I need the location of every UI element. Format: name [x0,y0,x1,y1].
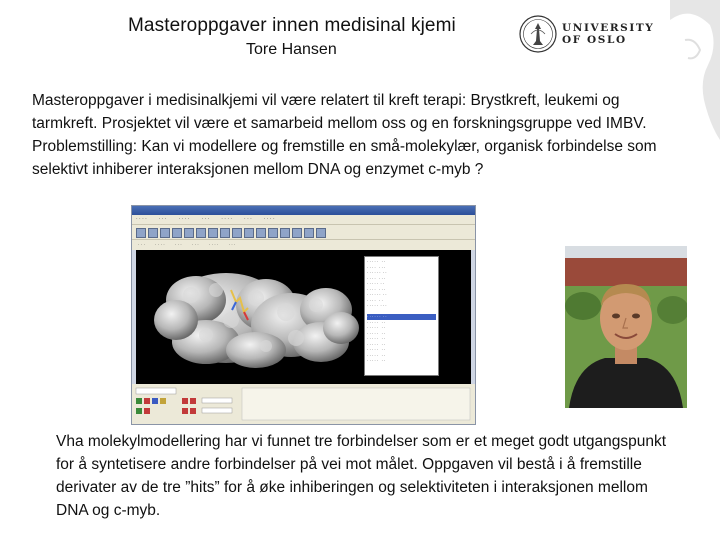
window-tabs: · · · · · · · · · · · · · · · · · · · · [132,240,475,250]
university-name-line1: UNIVERSITY [562,22,655,34]
university-name-line2: OF OSLO [562,34,627,46]
university-seal-icon [518,14,558,54]
window-titlebar [132,206,475,215]
author-name: Tore Hansen [246,41,337,58]
results-panel: · · · · · · · · · · · · · · · · · · · · · · · · · · · · · · · · · · · · · · · · · · · · · · · · · · · · · · · · · · · · · · · · · · · · · · · · · · · · · · · · · · · · · · · · · · · · · · · · · · · · · · · · · · · · · · · · · · · · · · · · · · · · · · · · · [364,256,439,376]
window-toolbar [132,224,475,240]
slide-title: Masteroppgaver innen medisinal kjemi [128,15,456,36]
body-paragraph: Vha molekylmodellering har vi funnet tre forbindelser som er et meget godt utgangspunkt for å syntetisere andre forbindelser på vei mot målet. Oppgaven vil bestå i å fremstille derivater av de tre ”hits” for å øke inhiberingen og selektiviteten i interaksjonen mellom DNA og c-myb. [56,433,667,519]
intro-paragraph: Masteroppgaver i medisinalkjemi vil være relatert til kreft terapi: Brystkreft, leukemi og tarmkreft. Prosjektet vil være et samarbeid mellom oss og en forskningsgruppe ved IMBV. Problemstilling: Kan vi modellere og fremstille en små-molekylær, organisk forbindelse som selektivt inhiberer interaksjonen mellom DNA og enzymet c-myb ? [32,92,657,178]
window-bottom-panel [132,384,475,424]
window-menubar: · · · · · · · · · · · · · · · · · · · · · · · · · [132,215,475,224]
molecular-modeling-screenshot [131,205,476,425]
portrait-photo [565,246,687,408]
university-logo [518,14,655,54]
